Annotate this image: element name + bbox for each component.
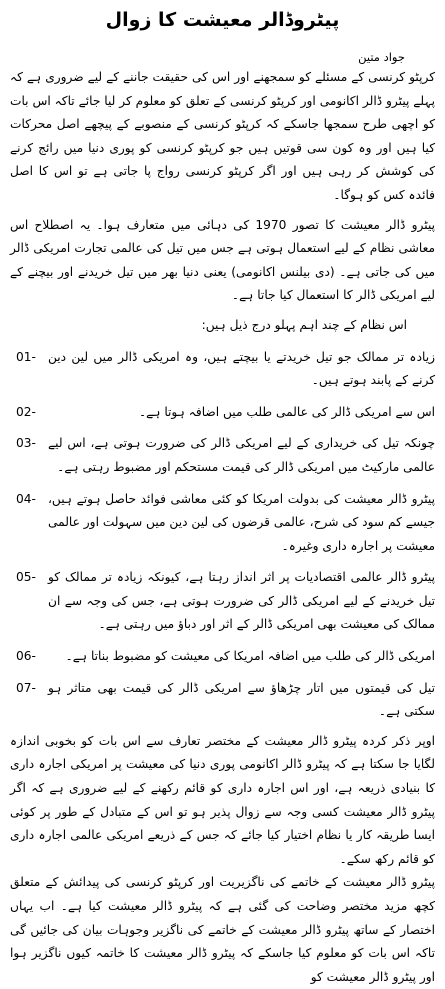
author-name: جواد متین (358, 50, 405, 64)
list-item-number: 01- (16, 349, 36, 364)
list-item (10, 566, 435, 637)
list-intro: اس نظام کے چند اہم پہلو درج ذیل ہیں: (201, 317, 407, 332)
list-item (10, 401, 435, 425)
list-item-number: 03- (16, 436, 36, 451)
list-item (10, 488, 435, 559)
list-item (10, 432, 435, 479)
list-item (10, 677, 435, 724)
list-item-number: 05- (16, 570, 36, 585)
closing-paragraph: پیٹرو ڈالر معیشت کے خاتمے کی ناگزیریت اور کرپٹو کرنسی کی پیدائش کے متعلق کچھ مزید مختصر وضاحت کی گئی ہے کہ پیٹرو ڈالر معیشت کیا ہے۔ اب یہاں اختصار کے ساتھ پیٹرو ڈالر معیشت کے خاتمے کی ناگزیر وجوہات بیان کی جائیں گی تاکہ اس بات کو معلوم کیا جاسکے کہ پیٹرو ڈالر معیشت کا خاتمہ کیوں ناگزیر ہوا اور پیٹرو ڈالر معیشت کو (10, 875, 435, 984)
list-item (10, 645, 435, 669)
definition-paragraph: پیٹرو ڈالر معیشت کا تصور 1970 کی دہائی میں متعارف ہوا۔ یہ اصطلاح اس معاشی نظام کے لیے استعمال ہوتی ہے جس میں تیل کی عالمی تجارت امریکی ڈالر میں کی جاتی ہے۔ (دی بیلنس اکانومی) یعنی دنیا بھر میں تیل خریدنے اور بیچنے کے لیے امریکی ڈالر کا استعمال کیا جاتا ہے۔ (10, 217, 436, 303)
list-item-text: امریکی ڈالر کی طلب میں اضافہ امریکا کی معیشت کو مضبوط بناتا ہے۔ (65, 649, 435, 664)
list-item-number: 04- (16, 491, 36, 506)
list-item-number: 02- (16, 404, 36, 419)
summary-paragraph: اوپر ذکر کردہ پیٹرو ڈالر معیشت کے مختصر تعارف سے اس بات کو بخوبی اندازہ لگایا جا سکتا ہے کہ پیٹرو ڈالر اکانومی پوری دنیا کی معیشت پر امریکی اجارہ داری کا بنیادی ذریعہ ہے، اور اس اجارہ داری کو قائم رکھنے کے لیے ضروری ہے کہ اگر پیٹرو ڈالر معیشت کسی وجہ سے زوال پذیر ہو تو اس کے متبادل کے طور پر کوئی ایسا طریقہ کار یا نظام اختیار کیا جائے کہ جس کے ذریعے امریکی عالمی اجارہ داری کو قائم رکھ سکے۔ (10, 733, 435, 866)
list-item-text: اس سے امریکی ڈالر کی عالمی طلب میں اضافہ ہوتا ہے۔ (139, 404, 435, 419)
list-item-text: پیٹرو ڈالر معیشت کی بدولت امریکا کو کئی معاشی فوائد حاصل ہوتے ہیں، جیسے کم سود کی شرح، عالمی قرضوں کی لین دین میں سہولت اور عالمی معیشت پر اجارہ داری وغیرہ۔ (48, 491, 435, 553)
list-item-text: زیادہ تر ممالک جو تیل خریدتے یا بیچتے ہیں، وہ امریکی ڈالر میں لین دین کرنے کے پابند ہوتے ہیں۔ (48, 349, 435, 388)
list-item-number: 06- (16, 649, 36, 664)
list-item-text: چونکہ تیل کی خریداری کے لیے امریکی ڈالر کی ضرورت ہوتی ہے، اس لیے عالمی مارکیٹ میں امریکی ڈالر کی قیمت مستحکم اور مضبوط رہتی ہے۔ (48, 436, 435, 474)
list-item (10, 346, 435, 393)
list-item-number: 07- (16, 680, 36, 695)
article-title: پیٹروڈالر معیشت کا زوال (105, 9, 340, 31)
list-item-text: تیل کی قیمتوں میں اتار چڑھاؤ سے امریکی ڈالر کی قیمت بھی متاثر ہو سکتی ہے۔ (48, 680, 435, 719)
intro-paragraph: کرپٹو کرنسی کے مسئلے کو سمجھنے اور اس کی حقیقت جاننے کے لیے ضروری ہے کہ پہلے پیٹرو ڈالر اکانومی اور کرپٹو کرنسی کے تعلق کو معلوم کر لیا جائے تاکہ اس بات کو اچھی طرح سمجھا جاسکے کہ کرپٹو کرنسی کے منصوبے کے پیچھے اصل محرکات کیا ہیں اور وہ کون سی قوتیں ہیں جو کرپٹو کرنسی کو پوری دنیا میں رائج کرنے کی کوشش کر رہی ہیں اور اگر کرپٹو کرنسی رواج پا جاتی ہے تو اس کا اصل فائدہ کس کو ہوگا۔ (10, 70, 435, 202)
list-item-text: پیٹرو ڈالر عالمی اقتصادیات پر اثر انداز رہتا ہے، کیونکہ زیادہ تر ممالک کو تیل خریدنے کے لیے امریکی ڈالر کی ضرورت ہوتی ہے، جس کی وجہ سے ان ممالک کی معیشت بھی امریکی ڈالر کے اثر اور دباؤ میں رہتی ہے۔ (48, 570, 435, 632)
